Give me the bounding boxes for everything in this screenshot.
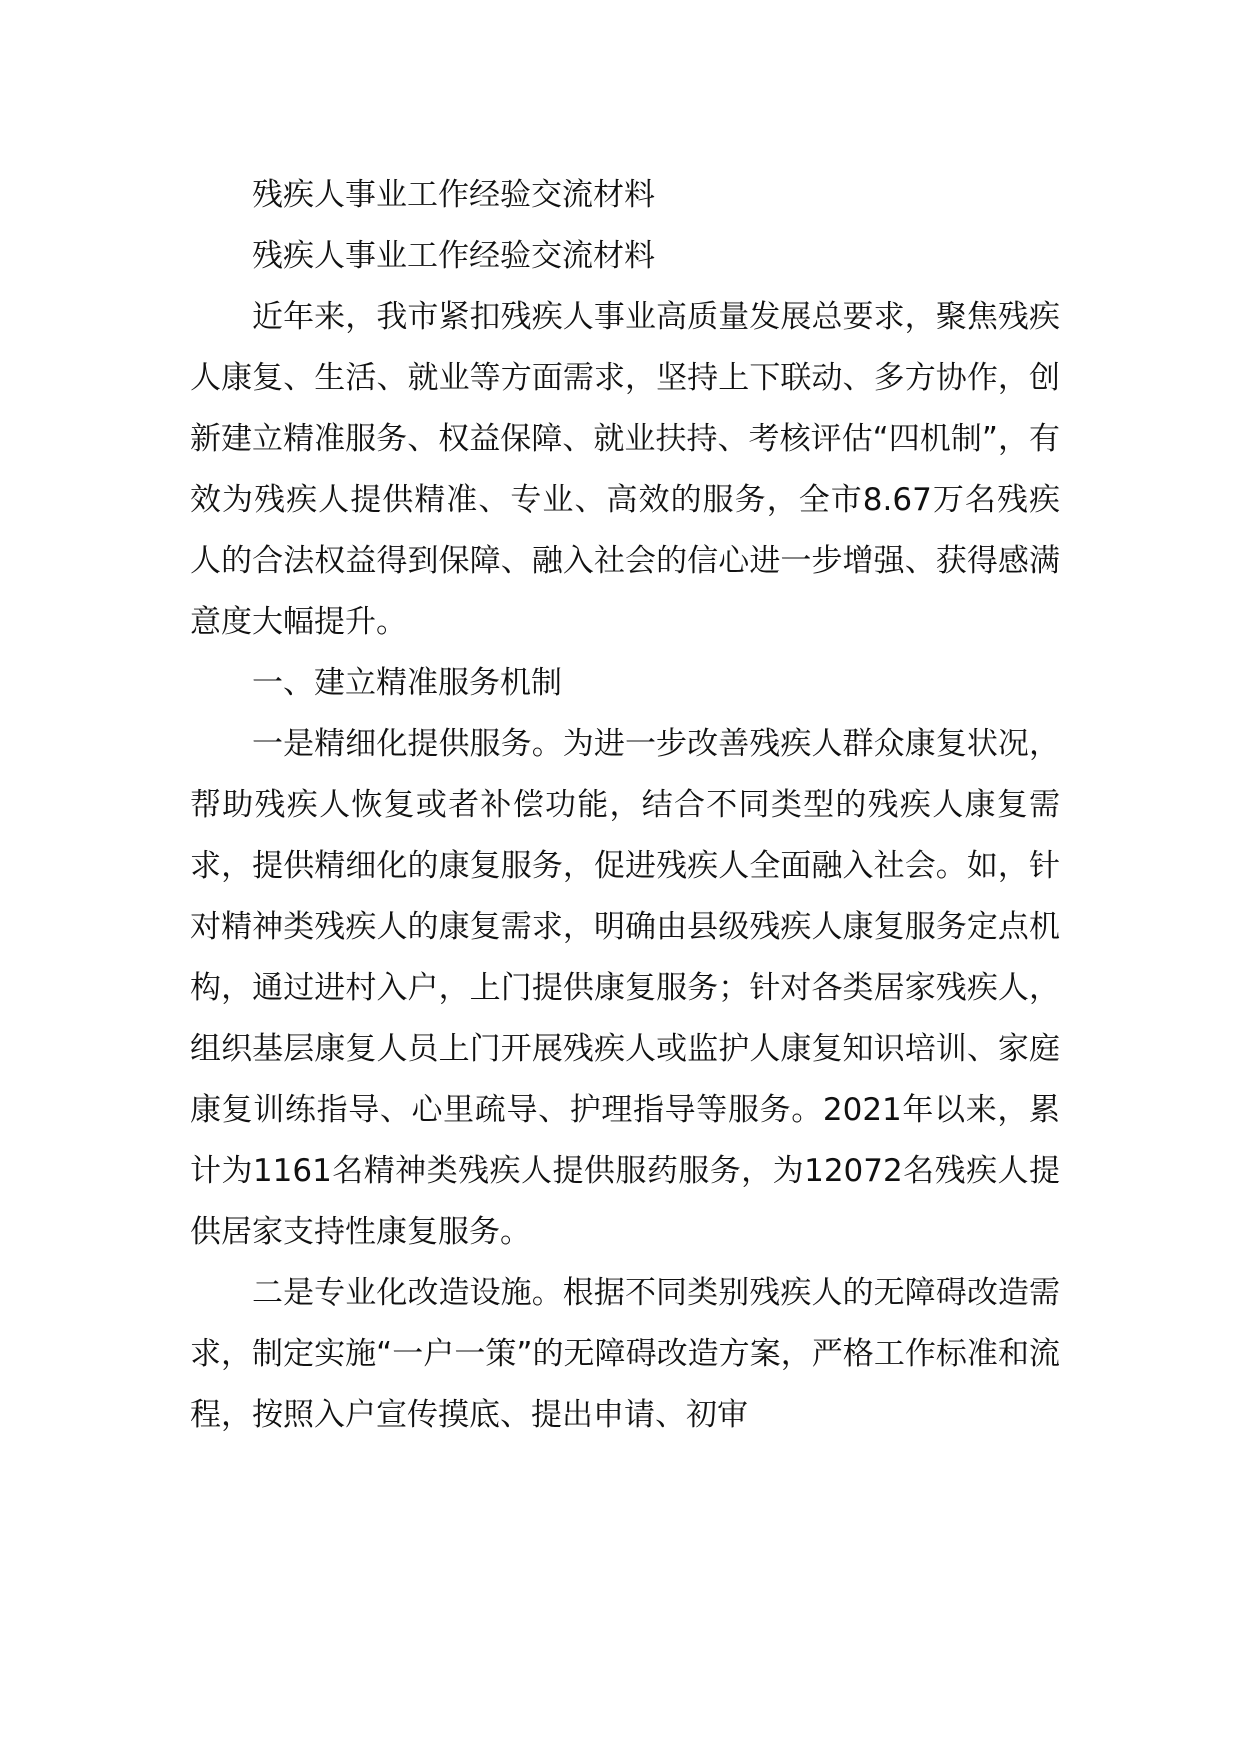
document-title: 残疾人事业工作经验交流材料 (252, 177, 655, 213)
intro-paragraph: 近年来，我市紧扣残疾人事业高质量发展总要求，聚焦残疾人康复、生活、就业等方面需求，坚持上下联动、多方协作，创新建立精准服务、权益保障、就业扶持、考核评估“四机制”，有效为残疾人提供精准、专业、高效的服务，全市8.67万名残疾人的合法权益得到保障、融入社会的信心进一步增强、获得感满意度大幅提升。 (190, 299, 1060, 640)
body-paragraph: 二是专业化改造设施。根据不同类别残疾人的无障碍改造需求，制定实施“一户一策”的无障碍改造方案，严格工作标准和流程，按照入户宣传摸底、提出申请、初审 (190, 1275, 1060, 1433)
body-paragraph: 一是精细化提供服务。为进一步改善残疾人群众康复状况，帮助残疾人恢复或者补偿功能，结合不同类型的残疾人康复需求，提供精细化的康复服务，促进残疾人全面融入社会。如，针对精神类残疾人的康复需求，明确由县级残疾人康复服务定点机构，通过进村入户，上门提供康复服务；针对各类居家残疾人，组织基层康复人员上门开展残疾人或监护人康复知识培训、家庭康复训练指导、心里疏导、护理指导等服务。2021年以来，累计为1161名精神类残疾人提供服药服务，为12072名残疾人提供居家支持性康复服务。 (190, 726, 1060, 1250)
document-subtitle: 残疾人事业工作经验交流材料 (252, 238, 655, 274)
document-body (190, 165, 1060, 1446)
section-heading: 一、建立精准服务机制 (252, 665, 562, 701)
